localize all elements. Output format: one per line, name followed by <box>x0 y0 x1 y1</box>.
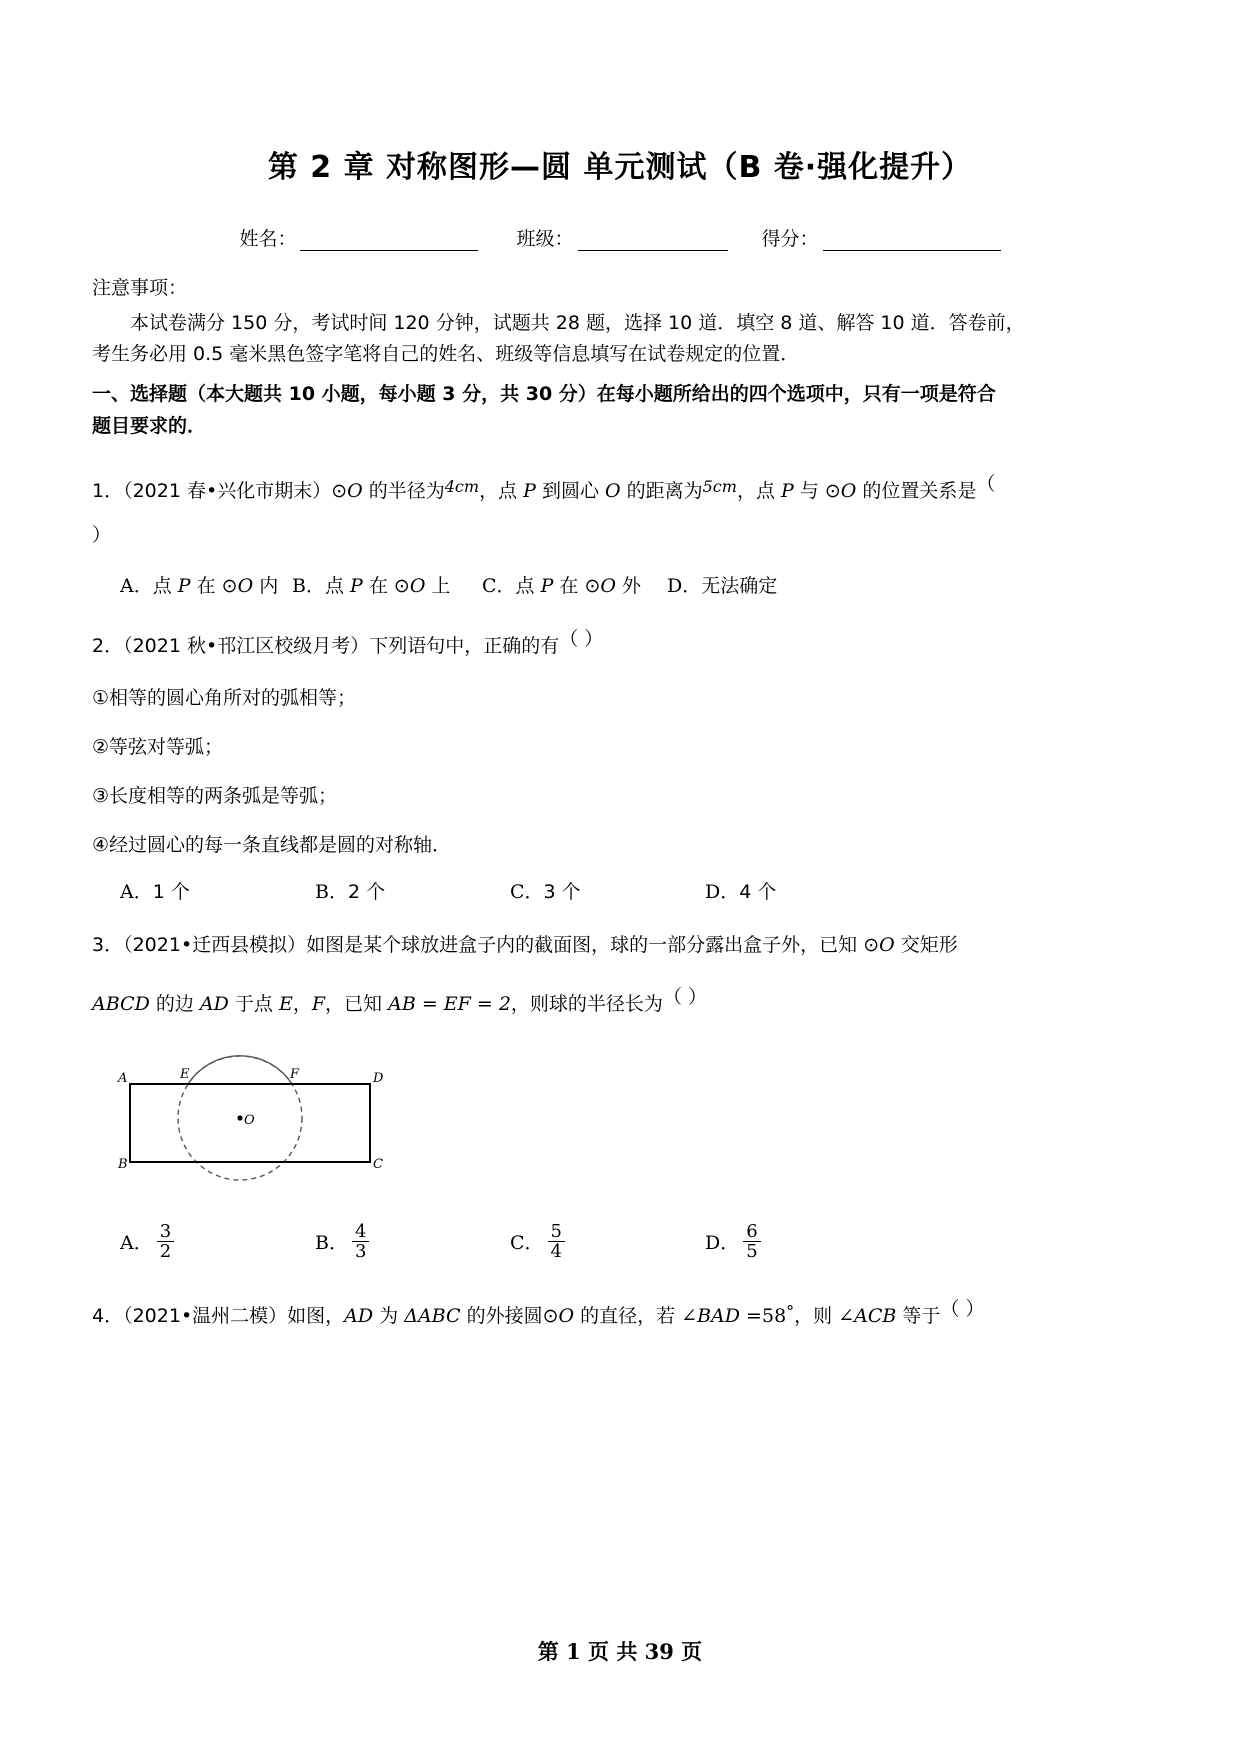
q3-option-d-label: D． <box>705 1232 740 1255</box>
q2-item-4: ④经过圆心的每一条直线都是圆的对称轴． <box>92 834 452 857</box>
q1-option-c-t3: 外 <box>615 574 642 597</box>
q1-stem-p1: ⊙ <box>331 479 348 502</box>
class-label: 班级： <box>516 228 574 250</box>
class-field[interactable] <box>516 224 727 251</box>
q1-circle-letter: O <box>347 479 363 502</box>
question-3-options <box>92 1222 1148 1262</box>
q3-e: E <box>278 993 293 1016</box>
q2-option-d-label: D． <box>705 881 740 904</box>
section-heading-line-2: 题目要求的． <box>92 415 207 438</box>
question-4-number: 4． <box>92 1304 124 1327</box>
q1-stem-p8: 的位置关系是 <box>856 479 977 502</box>
q1-option-a-label: A． <box>120 574 153 597</box>
q2-option-b[interactable] <box>315 877 510 904</box>
question-4-source: （2021•温州二模） <box>123 1304 288 1327</box>
q3-option-b-label: B． <box>315 1232 348 1255</box>
q1-option-d[interactable] <box>667 571 777 598</box>
q1-option-c-label: C． <box>482 574 516 597</box>
q1-option-b-label: B． <box>292 574 325 597</box>
q1-stem-p3: ，点 <box>479 479 524 502</box>
q1-stem-p2: 的半径为 <box>362 479 445 502</box>
q3-option-b[interactable] <box>315 1222 510 1262</box>
q1-radius-value: 4cm <box>444 476 480 496</box>
q3-t5: ，则球的半径长为 <box>510 993 663 1016</box>
q1-option-b[interactable] <box>292 571 482 598</box>
q4-bracket: （ ） <box>940 1297 985 1320</box>
q1-stem-p4: 到圆心 <box>535 479 605 502</box>
q3-stem-line1-end: 交矩形 <box>894 934 958 957</box>
q1-bracket-open: （ <box>976 472 996 495</box>
q2-option-d-text: 4 个 <box>739 881 777 904</box>
center-point-dot <box>237 1115 242 1120</box>
q4-t6: ，则 <box>794 1304 839 1327</box>
q4-t5: =58 <box>740 1304 787 1327</box>
q4-t1: 如图， <box>287 1304 345 1327</box>
page-title: 第 2 章 对称图形—圆 单元测试（B 卷·强化提升） <box>267 150 973 185</box>
q3-option-b-fraction <box>352 1222 369 1262</box>
q3-t3: ， <box>292 993 312 1016</box>
question-3-source: （2021•迁西县模拟） <box>123 934 307 957</box>
q1-option-b-t3: 上 <box>425 574 451 597</box>
circle-arc-above-box <box>188 1056 292 1084</box>
question-3-line-2 <box>92 982 1148 1019</box>
q3-option-a-label: A． <box>120 1232 153 1255</box>
q1-option-c-t2: 在 ⊙ <box>553 574 601 597</box>
figure-label-E: E <box>180 1066 190 1082</box>
question-3-number: 3． <box>92 934 124 957</box>
q3-option-a-numerator: 3 <box>159 1220 172 1242</box>
question-4 <box>92 1294 1148 1331</box>
q3-option-c-denominator: 4 <box>548 1241 565 1261</box>
figure-label-A: A <box>118 1070 128 1086</box>
question-3 <box>92 930 1148 960</box>
figure-label-O: O <box>244 1112 255 1128</box>
q3-ad: AD <box>199 993 229 1016</box>
q3-option-a-denominator: 2 <box>157 1241 174 1261</box>
q4-circle-o: O <box>558 1304 575 1327</box>
q1-option-c-v2: O <box>600 574 616 597</box>
q3-option-b-denominator: 3 <box>352 1241 369 1261</box>
q2-item-1: ①相等的圆心角所对的弧相等； <box>92 687 357 710</box>
q3-f: F <box>311 993 326 1016</box>
score-field[interactable] <box>762 224 1001 251</box>
q4-t4: 的直径，若 <box>574 1304 682 1327</box>
q3-option-a-fraction <box>157 1222 174 1262</box>
q4-t2: 为 <box>373 1304 405 1327</box>
question-3-figure <box>110 1046 1148 1200</box>
q2-option-b-text: 2 个 <box>347 881 386 904</box>
notes-line-2: 考生务必用 0.5 毫米黑色签字笔将自己的姓名、班级等信息填写在试卷规定的位置． <box>92 342 800 365</box>
q1-option-d-label: D． <box>667 574 702 597</box>
q4-t7: 等于 <box>896 1304 941 1327</box>
section-heading-line-1: 一、选择题（本大题共 10 小题，每小题 3 分，共 30 分）在每小题所给出的四个选项中，只有一项是符合 <box>92 382 996 405</box>
figure-label-F: F <box>290 1066 300 1082</box>
q3-circle-o: O <box>879 934 895 957</box>
q2-option-a-text: 1 个 <box>152 881 190 904</box>
q1-option-c-t1: 点 <box>515 574 541 597</box>
question-1-number: 1． <box>92 479 124 502</box>
q1-option-c-v1: P <box>540 574 554 597</box>
figure-label-C: C <box>373 1156 383 1172</box>
q3-t4: ，已知 <box>325 993 389 1016</box>
name-label: 姓名： <box>239 228 297 250</box>
score-label: 得分： <box>761 228 819 250</box>
q1-option-a-v2: O <box>237 574 254 597</box>
q2-option-c[interactable] <box>510 877 705 904</box>
q3-t1: 的边 <box>149 993 200 1016</box>
class-blank[interactable] <box>578 233 728 251</box>
figure-label-B: B <box>118 1156 128 1172</box>
q4-degree-symbol: ° <box>786 1301 795 1321</box>
q3-option-c-numerator: 5 <box>550 1220 562 1242</box>
q2-option-c-text: 3 个 <box>543 881 581 904</box>
q1-option-a[interactable] <box>120 571 292 598</box>
q3-bracket: （ ） <box>662 986 707 1009</box>
q1-bracket-close: ） <box>92 524 112 547</box>
question-2-stem: 下列语句中，正确的有 <box>369 634 560 657</box>
q4-angle-acb: ∠ACB <box>838 1304 897 1327</box>
q1-point-p2: P <box>780 479 794 502</box>
page-content <box>92 0 1148 1331</box>
name-blank[interactable] <box>300 233 478 251</box>
q2-item-3: ③长度相等的两条弧是等弧； <box>92 785 338 808</box>
q3-abcd: ABCD <box>92 993 150 1016</box>
q1-option-a-t3: 内 <box>253 574 279 597</box>
q1-option-a-t1: 点 <box>152 574 178 597</box>
question-1-options <box>92 571 1148 598</box>
figure-label-D: D <box>373 1070 384 1086</box>
q1-stem-p5: 的距离为 <box>620 479 703 502</box>
q1-point-p: P <box>523 479 536 502</box>
q2-option-a-label: A． <box>120 881 153 904</box>
q1-option-d-t1: 无法确定 <box>701 574 778 597</box>
q3-stem-line1: 如图是某个球放进盒子内的截面图，球的一部分露出盒子外，已知 ⊙ <box>306 934 880 957</box>
name-field[interactable] <box>239 224 478 251</box>
q2-option-d[interactable] <box>705 877 776 904</box>
section-heading <box>92 378 1148 443</box>
q3-option-c-label: C． <box>510 1232 544 1255</box>
question-1 <box>92 469 1148 551</box>
question-2 <box>92 624 1148 661</box>
notes-heading: 注意事项： <box>92 277 188 299</box>
q4-angle-bad: ∠BAD <box>681 1304 741 1327</box>
q3-equation: AB = EF = 2 <box>388 993 511 1016</box>
q2-option-b-label: B． <box>315 881 348 904</box>
q1-option-a-t2: 在 ⊙ <box>190 574 238 597</box>
score-blank[interactable] <box>823 233 1001 251</box>
q1-center-o: O <box>605 479 621 502</box>
question-2-source: （2021 秋•邗江区校级月考） <box>123 634 370 657</box>
q1-option-b-v2: O <box>409 574 426 597</box>
q3-option-c[interactable] <box>510 1222 705 1262</box>
q1-circle-letter-2: O <box>840 479 857 502</box>
q3-option-d-numerator: 6 <box>746 1220 758 1242</box>
q2-item-2: ②等弦对等弧； <box>92 736 224 759</box>
q3-option-d[interactable] <box>705 1222 761 1262</box>
q3-option-c-fraction <box>548 1222 565 1262</box>
notes-body <box>92 308 1148 370</box>
q1-stem-p7: 与 ⊙ <box>793 479 841 502</box>
q1-option-a-v1: P <box>177 574 191 597</box>
q3-option-a[interactable] <box>120 1222 315 1262</box>
rectangle-circle-diagram <box>110 1046 410 1196</box>
q1-option-b-t1: 点 <box>324 574 351 597</box>
question-2-number: 2． <box>92 634 124 657</box>
page-footer: 第 1 页 共 39 页 <box>537 1639 703 1664</box>
q3-option-d-denominator: 5 <box>743 1241 760 1261</box>
q3-option-d-fraction <box>743 1222 760 1262</box>
q1-option-c[interactable] <box>482 571 667 598</box>
q2-option-a[interactable] <box>120 877 315 904</box>
q4-ad: AD <box>344 1304 374 1327</box>
q2-bracket: （ ） <box>559 627 604 650</box>
question-1-source: （2021 春•兴化市期末） <box>123 479 332 502</box>
q1-option-b-t2: 在 ⊙ <box>362 574 410 597</box>
q4-triangle-abc: ΔABC <box>404 1304 461 1327</box>
notes-line-1: 本试卷满分 150 分，考试时间 120 分钟，试题共 28 题，选择 10 道．填空 8 道、解答 10 道．答卷前， <box>130 312 1025 334</box>
identity-row <box>92 224 1148 251</box>
q1-distance-value: 5cm <box>702 476 737 496</box>
q2-option-c-label: C． <box>510 881 544 904</box>
question-2-options <box>92 877 1148 904</box>
q3-option-b-numerator: 4 <box>354 1220 367 1242</box>
q1-stem-p6: ，点 <box>736 479 781 502</box>
q1-option-b-v1: P <box>350 574 363 597</box>
q3-t2: 于点 <box>228 993 279 1016</box>
q4-t3: 的外接圆⊙ <box>460 1304 559 1327</box>
